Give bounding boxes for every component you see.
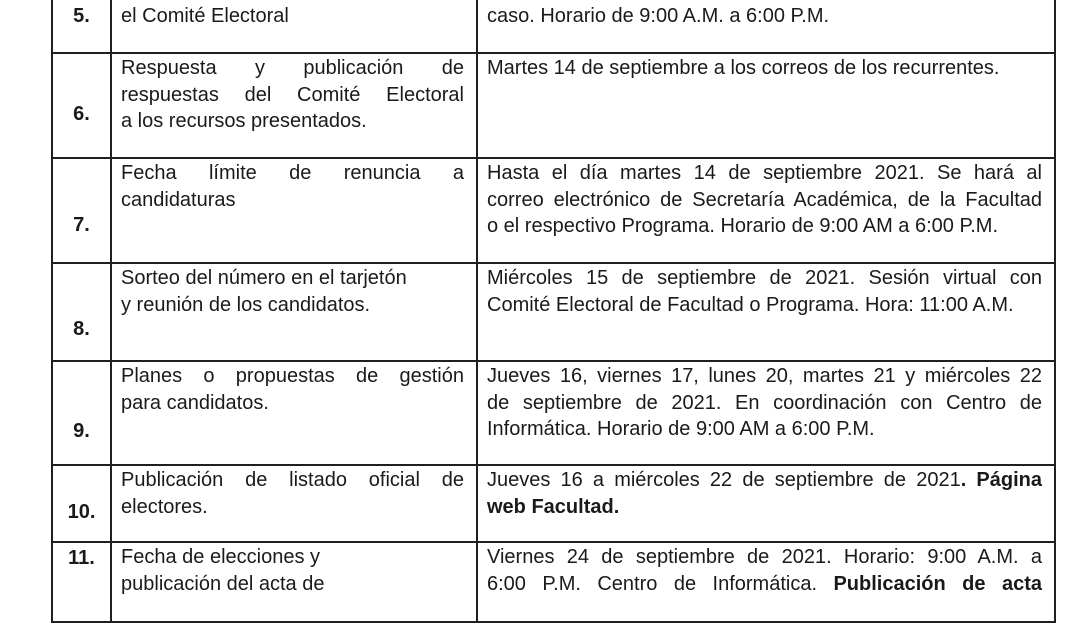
table-row	[52, 465, 1055, 542]
date-line	[487, 571, 1042, 598]
date-text-bold: . Página	[960, 469, 1042, 491]
date-text: Jueves 16 a miércoles 22 de septiembre de 2021	[487, 469, 961, 491]
date-line: Comité Electoral de Facultad o Programa. Hora: 11:00 A.M.	[487, 293, 1014, 316]
table-row	[52, 0, 1055, 53]
row-number-text: 10.	[67, 500, 96, 523]
activity-line: para candidatos.	[121, 391, 269, 414]
activity-cell	[111, 53, 477, 158]
activity-line: el Comité Electoral	[121, 5, 289, 27]
date-line: Informática. Horario de 9:00 AM a 6:00 P.M.	[487, 418, 875, 440]
activity-cell	[111, 0, 477, 53]
date-line: caso. Horario de 9:00 A.M. a 6:00 P.M.	[487, 5, 830, 27]
activity-cell	[111, 158, 477, 263]
activity-cell	[111, 465, 477, 542]
row-number-text: 9.	[73, 419, 90, 442]
date-cell	[477, 542, 1055, 622]
row-number	[52, 158, 111, 263]
date-cell	[477, 53, 1055, 158]
row-number	[52, 465, 111, 542]
row-number-text: 5.	[73, 5, 90, 27]
activity-cell	[111, 263, 477, 361]
date-cell	[477, 0, 1055, 53]
activity-cell	[111, 361, 477, 465]
activity-line: candidaturas	[121, 188, 236, 211]
date-line-bold: web Facultad.	[487, 495, 620, 518]
date-cell	[477, 465, 1055, 542]
activity-line: Publicación de listado oficial de	[121, 469, 464, 491]
row-number	[52, 53, 111, 158]
date-line: o el respectivo Programa. Horario de 9:00 AM a 6:00 P.M.	[487, 215, 999, 237]
activity-line: Planes o propuestas de gestión	[121, 365, 464, 387]
date-line: Hasta el día martes 14 de septiembre 2021. Se hará al	[487, 162, 1042, 184]
table-row	[52, 361, 1055, 465]
date-line: Martes 14 de septiembre a los correos de los recurrentes.	[487, 57, 1000, 79]
activity-cell	[111, 542, 477, 622]
row-number-text: 11.	[68, 547, 95, 569]
row-number-text: 6.	[73, 102, 90, 125]
date-text: 6:00 P.M. Centro de Informática.	[487, 572, 834, 595]
activity-line: y reunión de los candidatos.	[121, 293, 371, 316]
date-line: Jueves 16, viernes 17, lunes 20, martes 21 y miércoles 22	[487, 365, 1042, 387]
date-line: Miércoles 15 de septiembre de 2021. Sesión virtual con	[487, 267, 1042, 289]
activity-line: respuestas del Comité Electoral	[121, 83, 464, 106]
row-number	[52, 0, 111, 53]
date-line: de septiembre de 2021. En coordinación con Centro de	[487, 391, 1042, 414]
row-number-text: 7.	[73, 213, 90, 236]
row-number	[52, 542, 111, 622]
row-number	[52, 361, 111, 465]
date-text-bold: Publicación de acta	[833, 572, 1042, 595]
date-line	[487, 467, 1042, 494]
schedule-table	[51, 0, 1056, 623]
date-cell	[477, 361, 1055, 465]
table-row	[52, 542, 1055, 622]
activity-line: Fecha de elecciones y	[121, 546, 321, 568]
table-row	[52, 53, 1055, 158]
date-cell	[477, 158, 1055, 263]
row-number-text: 8.	[73, 317, 90, 340]
date-line: Viernes 24 de septiembre de 2021. Horario: 9:00 A.M. a	[487, 546, 1042, 568]
activity-line: Respuesta y publicación de	[121, 57, 464, 79]
activity-line: publicación del acta de	[121, 572, 325, 595]
date-cell	[477, 263, 1055, 361]
activity-line: Fecha límite de renuncia a	[121, 162, 464, 184]
table-row	[52, 263, 1055, 361]
date-line: correo electrónico de Secretaría Académica, de la Facultad	[487, 188, 1042, 211]
table-row	[52, 158, 1055, 263]
activity-line: a los recursos presentados.	[121, 110, 367, 132]
row-number	[52, 263, 111, 361]
activity-line: electores.	[121, 495, 208, 518]
activity-line: Sorteo del número en el tarjetón	[121, 267, 407, 289]
